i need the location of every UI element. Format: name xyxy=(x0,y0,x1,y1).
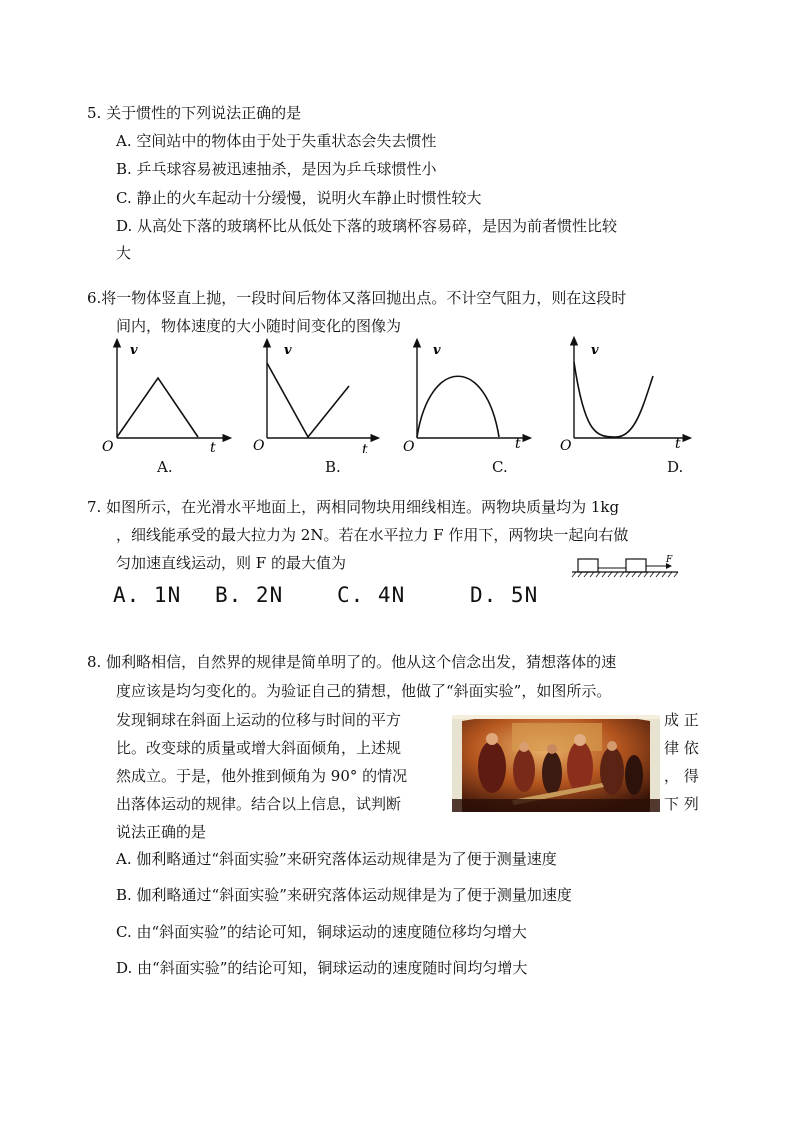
blocks-figure xyxy=(570,552,682,580)
q8-line6-right: 下 列 xyxy=(664,795,699,813)
q7-option-d: D. 5N xyxy=(470,583,539,607)
q5-option-d-cont: 大 xyxy=(116,244,132,262)
v-label: v xyxy=(130,343,138,358)
q7-option-c: C. 4N xyxy=(337,583,406,607)
block-right xyxy=(626,559,646,572)
q8-line6-left: 出落体运动的规律。结合以上信息，试判断 xyxy=(116,795,402,813)
q5-stem: 5. 关于惯性的下列说法正确的是 xyxy=(87,104,302,122)
v-label: v xyxy=(591,343,599,358)
t-label: t xyxy=(515,436,521,452)
q7-line2: ，细线能承受的最大拉力为 2N。若在水平拉力 F 作用下，两物块一起向右做 xyxy=(116,526,629,544)
q7-line3: 匀加速直线运动，则 F 的最大值为 xyxy=(116,554,346,572)
origin-label: O xyxy=(403,439,415,453)
origin-label: O xyxy=(560,438,572,453)
q5-option-c: C. 静止的火车起动十分缓慢，说明火车静止时惯性较大 xyxy=(116,189,482,207)
block-left xyxy=(578,559,598,572)
t-label: t xyxy=(210,440,216,453)
graph-b xyxy=(252,338,387,453)
t-label: t xyxy=(362,442,368,453)
graph-d xyxy=(555,336,695,453)
velocity-curve xyxy=(574,362,653,437)
q6-stem-line1: 6.将一物体竖直上抛，一段时间后物体又落回抛出点。不计空气阻力，则在这段时 xyxy=(87,289,627,307)
graph-a xyxy=(100,338,235,453)
graph-a-label: A. xyxy=(157,458,173,476)
q8-line4-right: 律 依 xyxy=(664,739,699,757)
velocity-curve xyxy=(417,376,499,437)
q8-line3-right: 成 正 xyxy=(664,711,699,729)
q8-line1: 8. 伽利略相信，自然界的规律是简单明了的。他从这个信念出发，猜想落体的速 xyxy=(87,653,617,671)
q8-option-a: A. 伽利略通过“斜面实验”来研究落体运动规律是为了便于测量速度 xyxy=(116,850,557,868)
q7-option-b: B. 2N xyxy=(215,583,284,607)
graph-b-label: B. xyxy=(325,458,341,476)
origin-label: O xyxy=(253,438,265,453)
velocity-curve xyxy=(267,363,349,437)
q6-stem-line2: 间内，物体速度的大小随时间变化的图像为 xyxy=(116,317,402,335)
q8-line3-left: 发现铜球在斜面上运动的位移与时间的平方 xyxy=(116,711,402,729)
v-label: v xyxy=(284,343,292,358)
q8-line2: 度应该是均匀变化的。为验证自己的猜想，他做了“斜面实验”，如图所示。 xyxy=(116,682,612,700)
q8-option-d: D. 由“斜面实验”的结论可知，铜球运动的速度随时间均匀增大 xyxy=(116,959,528,977)
v-label: v xyxy=(433,343,441,358)
force-label: F xyxy=(666,555,673,565)
q8-option-b: B. 伽利略通过“斜面实验”来研究落体运动规律是为了便于测量加速度 xyxy=(116,886,572,904)
q5-option-b: B. 乒乓球容易被迅速抽杀，是因为乒乓球惯性小 xyxy=(116,160,437,178)
q5-option-d: D. 从高处下落的玻璃杯比从低处下落的玻璃杯容易碎，是因为前者惯性比较 xyxy=(116,217,618,235)
graph-c xyxy=(400,338,535,453)
ground-hatching xyxy=(572,572,678,577)
q8-line5-left: 然成立。于是，他外推到倾角为 90° 的情况 xyxy=(116,767,408,785)
q5-option-a: A. 空间站中的物体由于处于失重状态会失去惯性 xyxy=(116,132,437,150)
velocity-curve xyxy=(117,378,198,437)
graph-d-label: D. xyxy=(667,458,684,476)
q7-line1: 7. 如图所示，在光滑水平地面上，两相同物块用细线相连。两物块质量均为 1kg xyxy=(87,498,620,516)
q8-line7: 说法正确的是 xyxy=(116,823,207,841)
galileo-painting xyxy=(452,715,660,812)
q8-option-c: C. 由“斜面实验”的结论可知，铜球运动的速度随位移均匀增大 xyxy=(116,923,527,941)
q8-line5-right: ， 得 xyxy=(664,767,699,785)
q7-option-a: A. 1N xyxy=(113,583,182,607)
t-label: t xyxy=(675,436,681,452)
q8-line4-left: 比。改变球的质量或增大斜面倾角，上述规 xyxy=(116,739,402,757)
origin-label: O xyxy=(102,439,114,453)
graph-c-label: C. xyxy=(492,458,508,476)
